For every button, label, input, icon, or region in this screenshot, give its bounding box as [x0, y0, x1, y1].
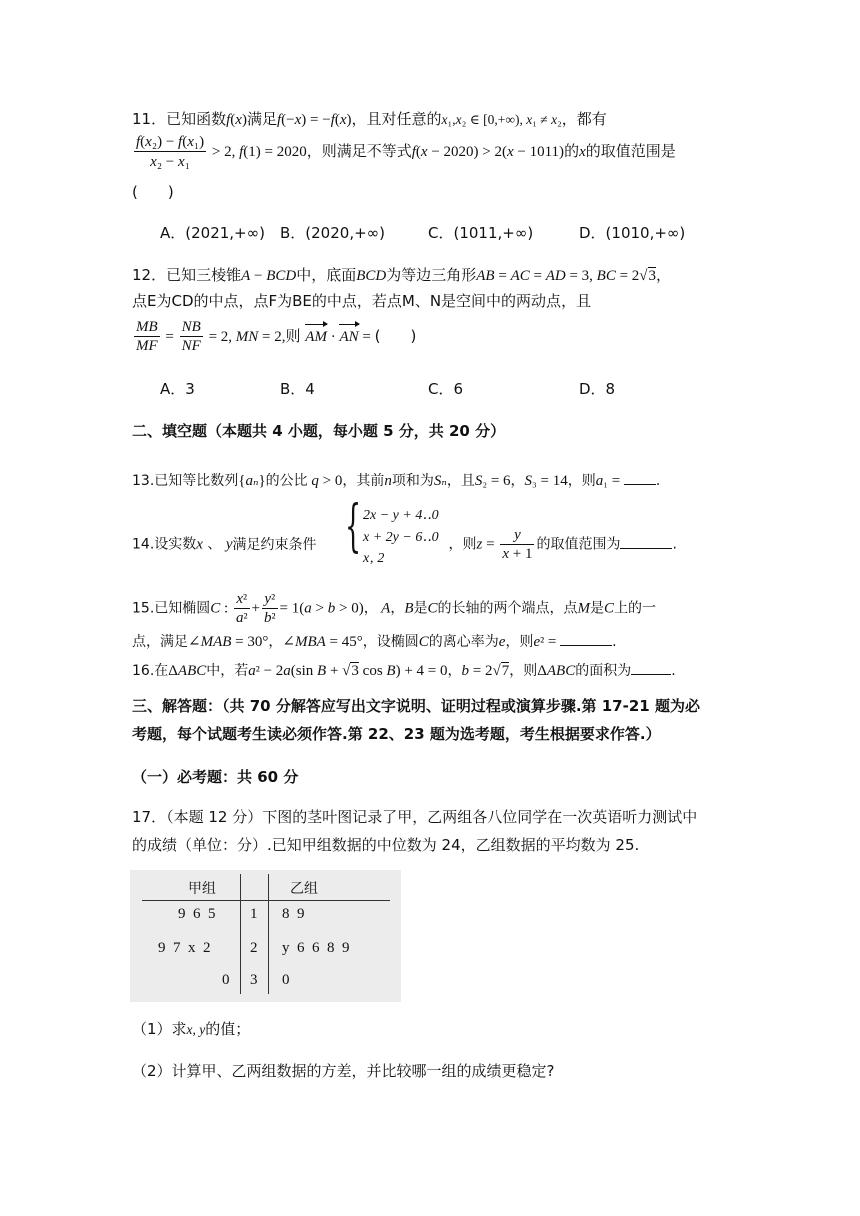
row2-leaves-right: y 6 6 8 9: [282, 940, 350, 956]
q14-constraint-system: { 2x − y + 4‥0 x + 2y − 6‥0 x‚ 2: [345, 494, 439, 566]
stem-header-right: 乙组: [290, 881, 318, 897]
q15-answer-blank[interactable]: [560, 645, 612, 646]
q15-line2: 点，满足∠MAB = 30°，∠MBA = 45°，设椭圆C的离心率为e，则e² = .: [132, 634, 617, 650]
q12-choice-b[interactable]: B．4: [280, 380, 315, 398]
q12-line2: 点E为CD的中点，点F为BE的中点，若点M、N是空间中的两动点，且: [132, 292, 592, 310]
row2-leaves-left: 9 7 x 2: [158, 940, 211, 956]
q17-line2: 的成绩（单位：分）.已知甲组数据的中位数为 24，乙组数据的平均数为 25.: [132, 836, 640, 854]
section-3-heading-line1: 三、解答题：（共 70 分解答应写出文字说明、证明过程或演算步骤.第 17-21 题为必: [132, 697, 700, 715]
q17-line1: 17．（本题 12 分）下图的茎叶图记录了甲，乙两组各八位同学在一次英语听力测试中: [132, 808, 698, 826]
q12-choice-c[interactable]: C．6: [428, 380, 464, 398]
row1-leaves-right: 8 9: [282, 906, 305, 922]
stem-leaf-plot: [130, 870, 401, 1002]
q11-choice-b[interactable]: B．(2020,+∞): [280, 224, 386, 242]
q17-sub1: （1）求x, y的值；: [132, 1020, 251, 1038]
stem-header-left: 甲组: [188, 881, 216, 897]
q16: 16.在ΔABC中，若a² − 2a(sin B + √3 cos B) + 4 = 0，b = 2√7，则ΔABC的面积为 .: [132, 663, 676, 679]
q12-choice-a[interactable]: A．3: [160, 380, 195, 398]
q15-line1: 15.已知椭圆C : $\frac{\text{x²}}{\text{a²}}$ + $\frac{\text{y²}}{\text{b²}}$ = 1(a > b > 0)， A，B是C的长轴的两个端点，点M是C上的一: [132, 591, 657, 626]
q12-line3: $\frac{MB}{MF}$ = $\frac{NB}{NF}$ = 2, MN = 2,则 AM · AN = ( ): [136, 319, 417, 354]
row1-leaves-left: 9 6 5: [178, 906, 216, 922]
q11-line3: ( ): [132, 183, 174, 201]
q17-sub2: （2）计算甲、乙两组数据的方差，并比较哪一组的成绩更稳定?: [132, 1062, 555, 1080]
q16-answer-blank[interactable]: [631, 674, 671, 675]
q12-line1: 12．已知三棱锥A − BCD中，底面BCD为等边三角形AB = AC = AD = 3, BC = 2√3，: [132, 266, 672, 284]
row1-stem: 1: [250, 906, 258, 922]
row3-leaves-right: 0: [282, 972, 290, 988]
q11-choice-a[interactable]: A．(2021,+∞): [160, 224, 265, 242]
row3-leaves-left: 0: [222, 972, 230, 988]
q12-choice-d[interactable]: D．8: [579, 380, 616, 398]
section-3-heading-line2: 考题，每个试题考生读必须作答.第 22、23 题为选考题，考生根据要求作答.）: [132, 725, 661, 743]
q11-choice-c[interactable]: C．(1011,+∞): [428, 224, 534, 242]
q11-line2: $\frac{\text{f(x₂) − f(x₁)}}{\text{x₂ − x₁}}$ > 2, f(1) = 2020，则满足不等式f(x − 2020) > 2(x − 1011)的x的取值范围是: [136, 134, 676, 170]
q11-line1: 11．已知函数f(x)满足f(−x) = −f(x)，且对任意的x₁,x₂ ∈ [0,+∞), x₁ ≠ x₂，都有: [132, 110, 607, 128]
section-2-heading: 二、填空题（本题共 4 小题，每小题 5 分，共 20 分）: [132, 422, 506, 440]
section-3-subheading: （一）必考题：共 60 分: [132, 768, 299, 786]
q13-answer-blank[interactable]: [624, 484, 656, 485]
row2-stem: 2: [250, 940, 258, 956]
q11-choice-d[interactable]: D．(1010,+∞): [579, 224, 686, 242]
q14: 14.设实数x 、 y满足约束条件 ，则z = $\frac{y}{x + 1}$ 的取值范围为 .: [132, 527, 677, 562]
q11-fraction: $\frac{\text{f(x₂) − f(x₁)}}{\text{x₂ − x₁}}$: [136, 134, 205, 170]
q14-answer-blank[interactable]: [620, 548, 672, 549]
row3-stem: 3: [250, 972, 258, 988]
q13: 13.已知等比数列{aₙ}的公比 q > 0，其前n项和为Sₙ，且S₂ = 6，S₃ = 14，则a₁ = .: [132, 473, 661, 489]
